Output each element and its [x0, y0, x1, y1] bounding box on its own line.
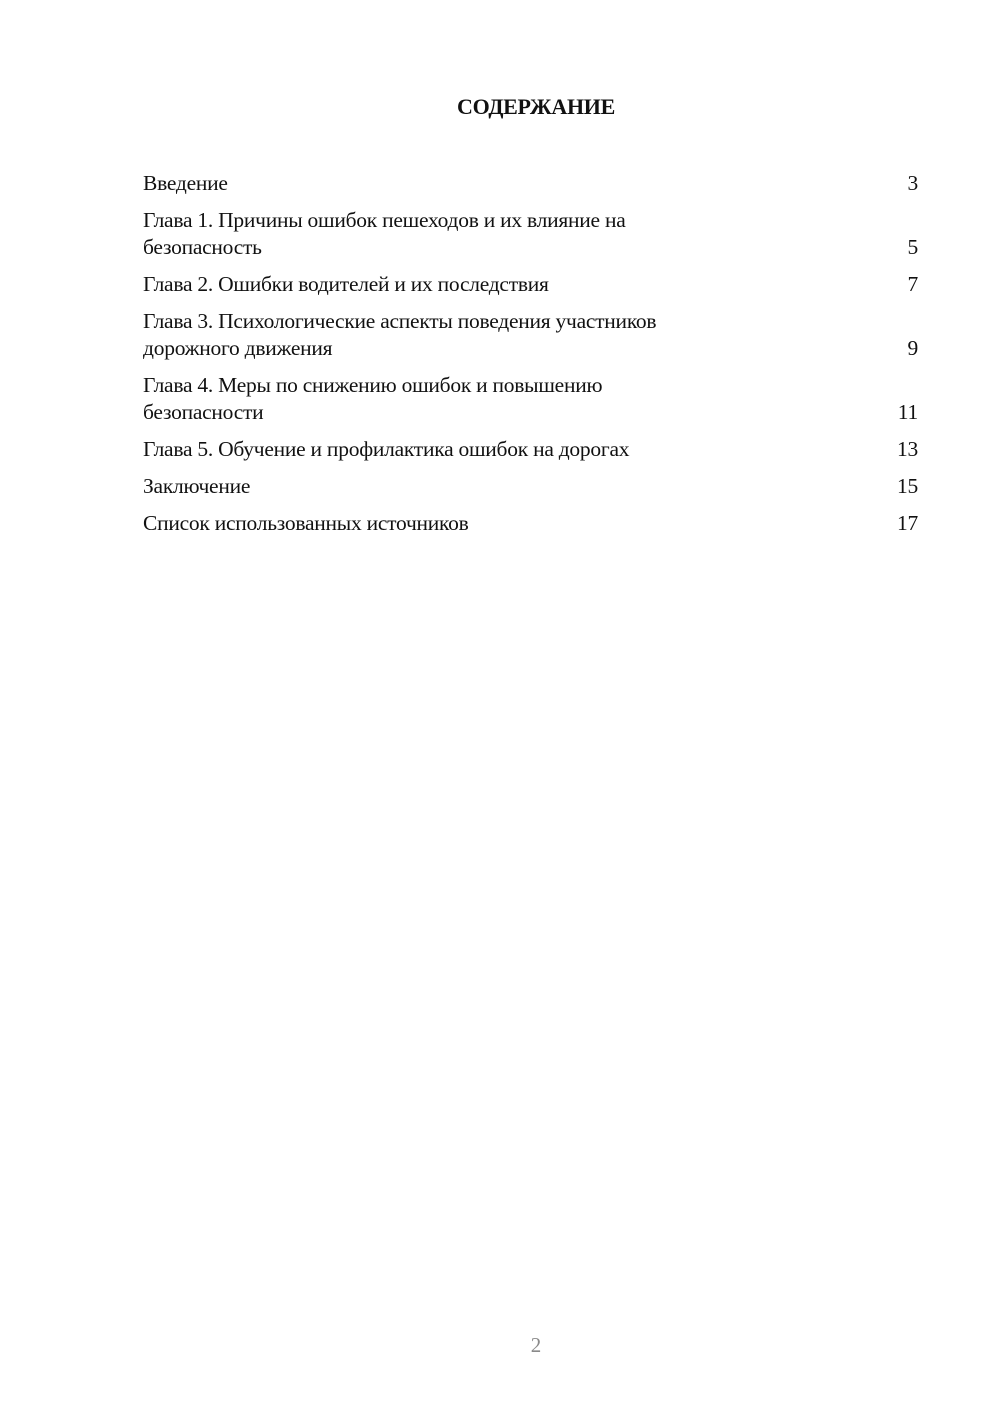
toc-entry-title-line: дорожного движения	[143, 336, 333, 360]
toc-entry-title-line: Заключение	[143, 474, 251, 498]
toc-entry-title	[143, 207, 626, 261]
toc-entry-page: 17	[897, 511, 918, 535]
toc-entry-title-line: Список использованных источников	[143, 511, 469, 535]
toc-entry	[143, 473, 918, 500]
toc-entry-title	[143, 170, 228, 197]
toc-entry-title	[143, 436, 629, 463]
toc-entry	[143, 170, 918, 197]
toc-entry-title-line: Введение	[143, 171, 228, 195]
toc-entry	[143, 436, 918, 463]
toc-entry-title-line: Глава 5. Обучение и профилактика ошибок на дорогах	[143, 437, 630, 461]
toc-entry-title-line: Глава 3. Психологические аспекты поведения участников	[143, 309, 657, 333]
toc-entry-title-line: Глава 1. Причины ошибок пешеходов и их влияние на	[143, 208, 626, 232]
toc-entry-title-line: безопасности	[143, 400, 264, 424]
page-title: СОДЕРЖАНИЕ	[457, 94, 615, 119]
toc-entry-title-line: безопасность	[143, 235, 262, 259]
toc-entry-title	[143, 372, 602, 426]
toc-entry-page: 7	[907, 272, 918, 296]
toc-entry-title-line: Глава 4. Меры по снижению ошибок и повышению	[143, 373, 603, 397]
toc-entry-title	[143, 510, 469, 537]
toc-entry-title	[143, 473, 250, 500]
toc-entry-page: 9	[907, 336, 918, 360]
toc-entry-page: 15	[897, 474, 918, 498]
toc-entry-title-line: Глава 2. Ошибки водителей и их последствия	[143, 272, 549, 296]
toc-entry-page: 13	[897, 437, 918, 461]
table-of-contents	[143, 170, 918, 547]
toc-entry-title	[143, 308, 656, 362]
toc-entry-title	[143, 271, 549, 298]
toc-entry-page: 3	[907, 171, 918, 195]
toc-entry-page: 11	[897, 400, 918, 424]
toc-entry	[143, 372, 918, 426]
toc-entry-page: 5	[907, 235, 918, 259]
toc-entry	[143, 510, 918, 537]
toc-entry	[143, 207, 918, 261]
page-number: 2	[530, 1333, 542, 1357]
toc-entry	[143, 271, 918, 298]
toc-entry	[143, 308, 918, 362]
